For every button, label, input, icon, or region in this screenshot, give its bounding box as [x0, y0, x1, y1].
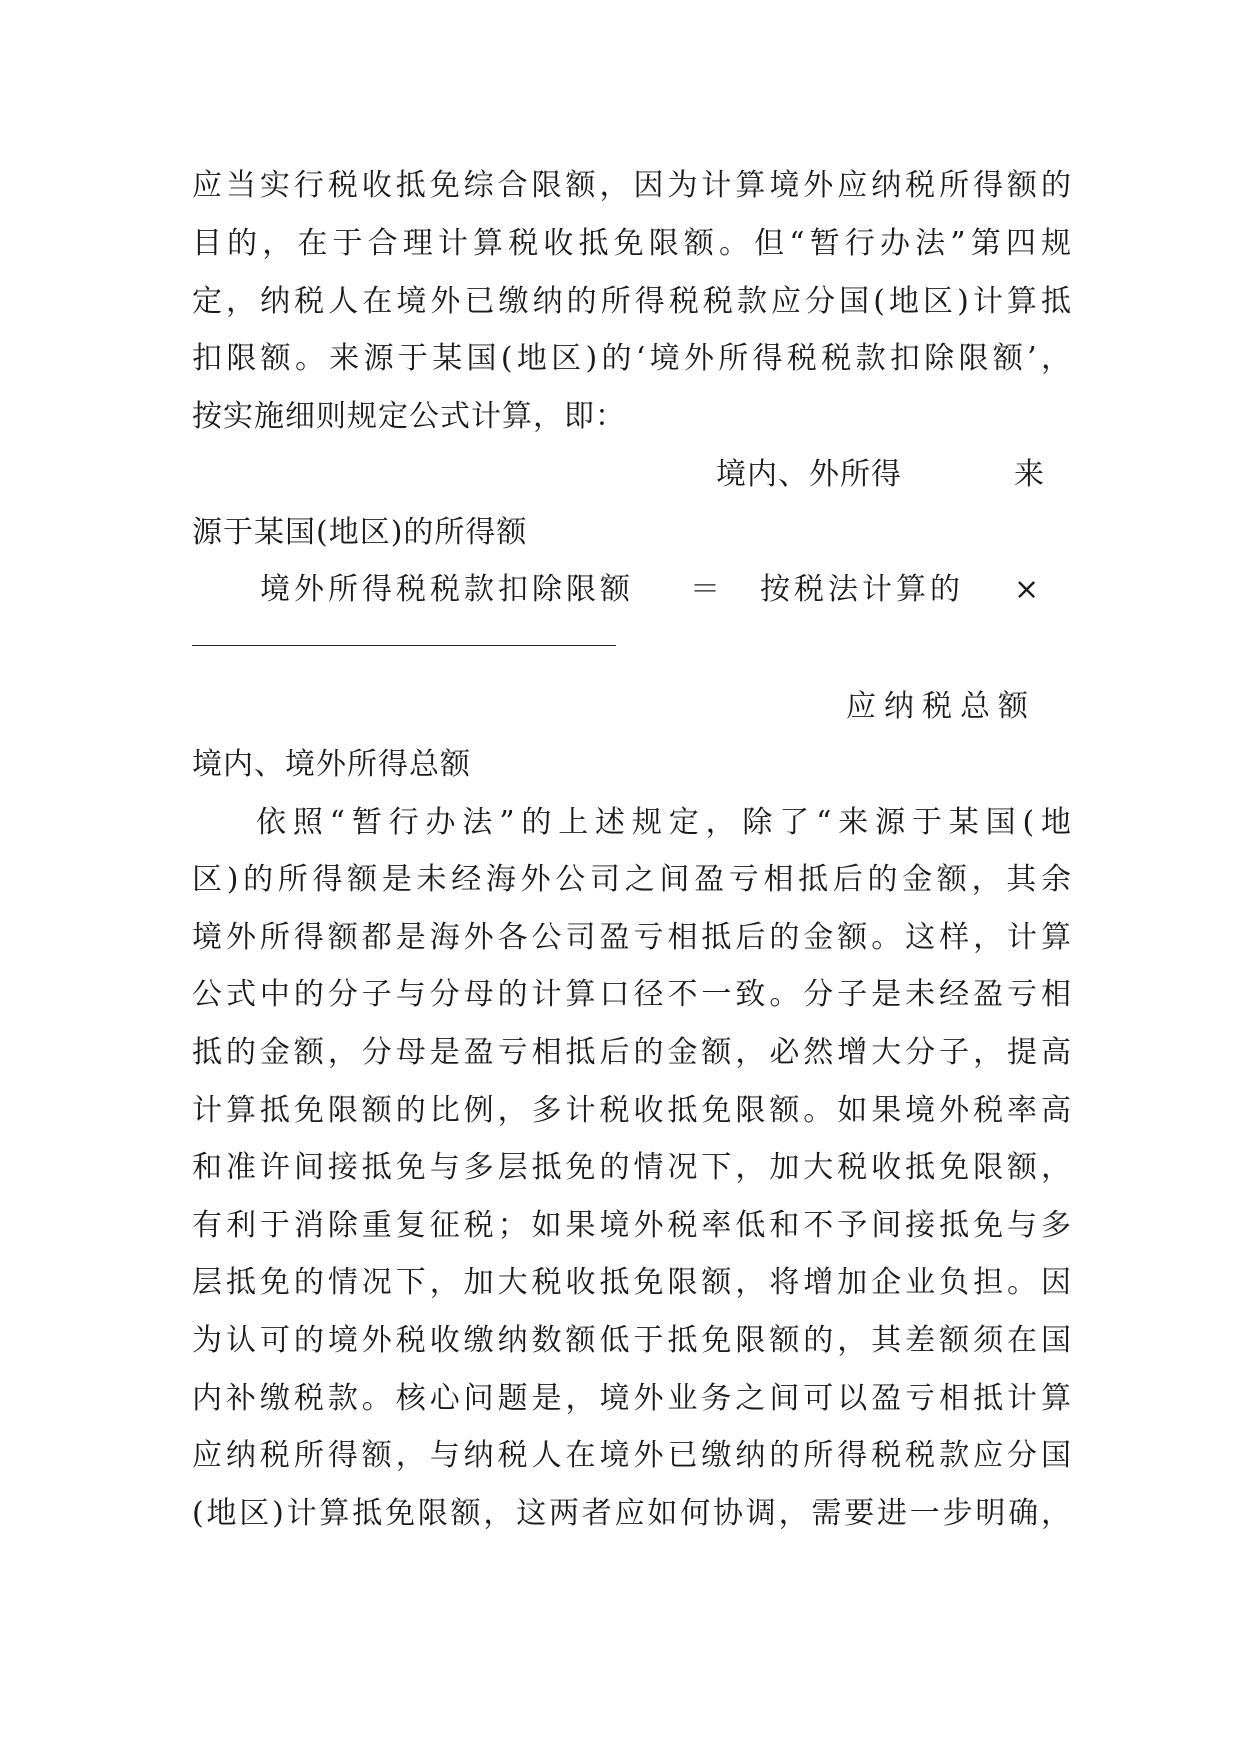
- formula-numerator-cont: 源于某国(地区)的所得额: [192, 515, 528, 550]
- text-line: 应纳税所得额，与纳税人在境外已缴纳的所得税税款应分国: [192, 1438, 1072, 1473]
- text-line: 依照“暂行办法”的上述规定，除了“来源于某国(地: [256, 805, 1072, 840]
- formula-denominator-b: 境内、境外所得总额: [192, 747, 471, 782]
- text-line: 抵的金额，分母是盈亏相抵后的金额，必然增大分子，提高: [192, 1035, 1072, 1070]
- text-line: 有利于消除重复征税；如果境外税率低和不予间接抵免与多: [192, 1208, 1072, 1243]
- fraction-rule: [192, 645, 616, 646]
- text-line: (地区)计算抵免限额，这两者应如何协调，需要进一步明确，: [192, 1496, 1072, 1531]
- text-line: 区)的所得额是未经海外公司之间盈亏相抵后的金额，其余: [192, 862, 1072, 897]
- text-line: 和准许间接抵免与多层抵免的情况下，加大税收抵免限额，: [192, 1150, 1072, 1185]
- text-line: 目的，在于合理计算税收抵免限额。但“暂行办法”第四规: [192, 226, 1072, 261]
- text-line: 层抵免的情况下，加大税收抵免限额，将增加企业负担。因: [192, 1265, 1072, 1300]
- formula-denominator-a: 应纳税总额: [846, 689, 1036, 724]
- text-line: 应当实行税收抵免综合限额，因为计算境外应纳税所得额的: [192, 168, 1072, 203]
- formula-mid: 按税法计算的: [760, 572, 964, 607]
- text-line: 为认可的境外税收缴纳数额低于抵免限额的，其差额须在国: [192, 1323, 1072, 1358]
- formula-numerator-b: 来: [1014, 457, 1045, 492]
- text-line: 定，纳税人在境外已缴纳的所得税税款应分国(地区)计算抵: [192, 284, 1072, 319]
- text-line: 内补缴税款。核心问题是，境外业务之间可以盈亏相抵计算: [192, 1381, 1072, 1416]
- formula-numerator-a: 境内、外所得: [716, 457, 902, 492]
- text-line: 公式中的分子与分母的计算口径不一致。分子是未经盈亏相: [192, 977, 1072, 1012]
- text-line: 扣限额。来源于某国(地区)的‘境外所得税税款扣除限额’，: [192, 341, 1072, 376]
- formula-times: ×: [1014, 572, 1041, 607]
- formula-lhs: 境外所得税税款扣除限额: [260, 572, 634, 607]
- text-line: 计算抵免限额的比例，多计税收抵免限额。如果境外税率高: [192, 1093, 1072, 1128]
- formula-equals: ＝: [690, 572, 721, 607]
- text-line: 按实施细则规定公式计算，即：: [192, 399, 626, 434]
- text-line: 境外所得额都是海外各公司盈亏相抵后的金额。这样，计算: [192, 920, 1072, 955]
